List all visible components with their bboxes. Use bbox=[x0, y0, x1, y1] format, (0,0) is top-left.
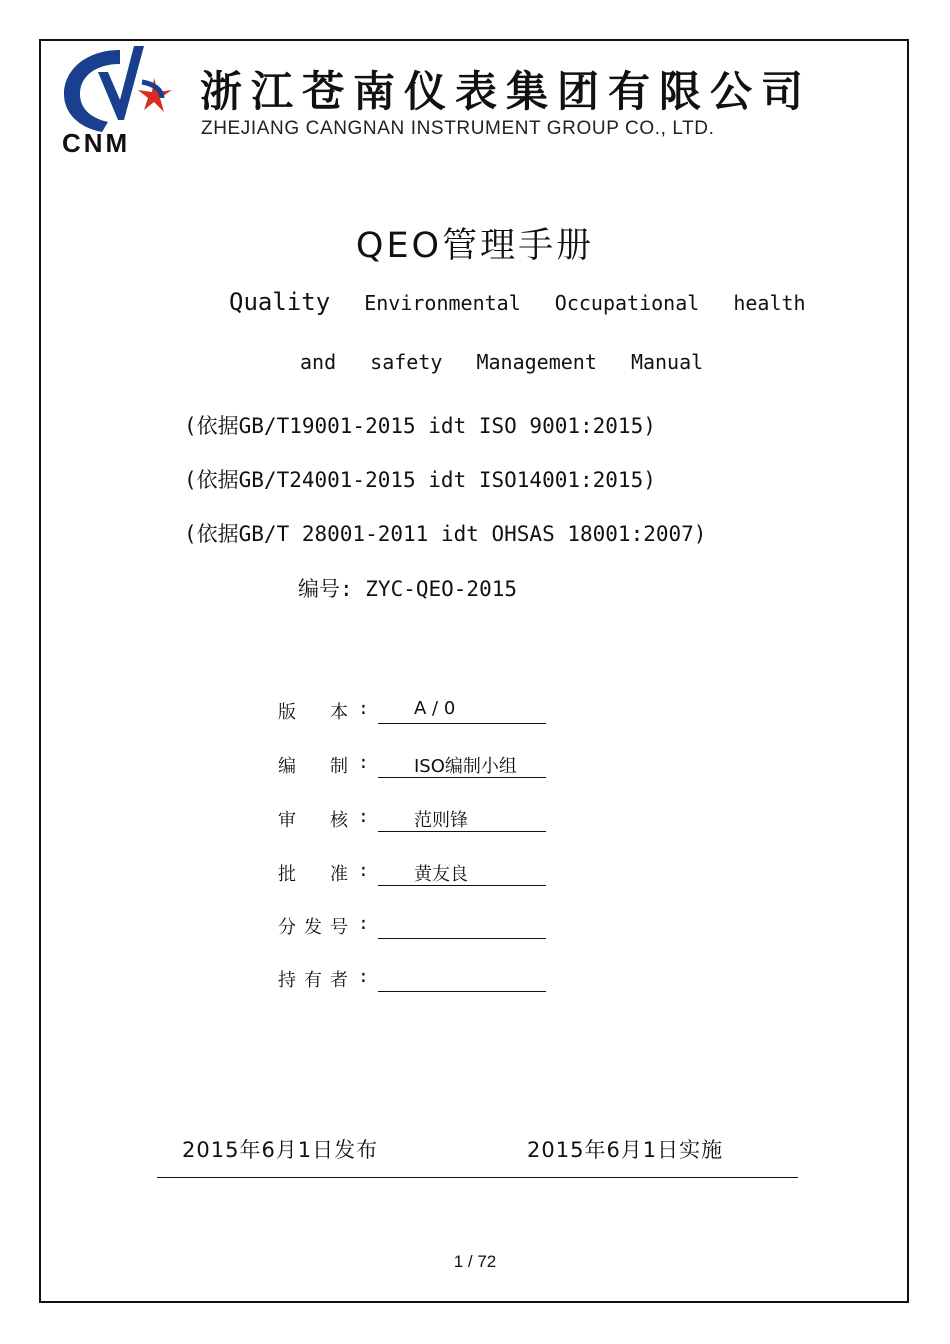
field-compiled-by bbox=[278, 752, 558, 782]
field-colon: : bbox=[358, 806, 369, 827]
field-holder bbox=[278, 966, 558, 996]
subtitle-word: Occupational bbox=[554, 291, 700, 315]
field-value: A / 0 bbox=[378, 698, 546, 724]
implement-date: 2015年6月1日实施 bbox=[527, 1138, 724, 1162]
field-colon: : bbox=[358, 752, 369, 773]
standard-basis-iso14001: (依据GB/T24001-2015 idt ISO14001:2015) bbox=[184, 468, 656, 492]
subtitle-word: Environmental bbox=[364, 291, 521, 315]
field-value bbox=[378, 966, 546, 992]
standard-basis-ohsas18001: (依据GB/T 28001-2011 idt OHSAS 18001:2007) bbox=[184, 522, 707, 546]
subtitle-word: and bbox=[300, 350, 337, 374]
subtitle-word: safety bbox=[370, 350, 443, 374]
field-value: ISO编制小组 bbox=[378, 752, 546, 778]
publish-date: 2015年6月1日发布 bbox=[182, 1138, 379, 1162]
field-value: 范则锋 bbox=[378, 806, 546, 832]
document-number: 编号: ZYC-QEO-2015 bbox=[298, 577, 518, 601]
field-label: 审 核 bbox=[278, 810, 348, 831]
field-distribution-number bbox=[278, 913, 558, 943]
field-label: 编 制 bbox=[278, 756, 348, 777]
field-value: 黄友良 bbox=[378, 860, 546, 886]
field-colon: : bbox=[358, 698, 369, 719]
field-value bbox=[378, 913, 546, 939]
subtitle-line-1 bbox=[229, 288, 806, 316]
cnm-logo bbox=[58, 42, 190, 157]
subtitle-word: Quality bbox=[229, 288, 331, 316]
logo-text: CNM bbox=[62, 128, 131, 157]
page-number: 1 / 72 bbox=[453, 1252, 497, 1271]
subtitle-word: Management bbox=[476, 350, 597, 374]
field-colon: : bbox=[358, 966, 369, 987]
field-version bbox=[278, 698, 558, 728]
field-colon: : bbox=[358, 860, 369, 881]
subtitle-word: Manual bbox=[630, 350, 704, 374]
subtitle-word: health bbox=[733, 291, 806, 315]
field-label: 持 有 者 bbox=[278, 970, 348, 991]
standard-basis-iso9001: (依据GB/T19001-2015 idt ISO 9001:2015) bbox=[184, 414, 656, 438]
company-name-chinese: 浙江苍南仪表集团有限公司 bbox=[200, 67, 813, 116]
field-approved-by bbox=[278, 860, 558, 890]
company-name-english: ZHEJIANG CANGNAN INSTRUMENT GROUP CO., LTD. bbox=[201, 118, 715, 139]
field-reviewed-by bbox=[278, 806, 558, 836]
field-colon: : bbox=[358, 913, 369, 934]
field-label: 批 准 bbox=[278, 864, 348, 885]
date-divider bbox=[157, 1177, 798, 1178]
field-label: 分 发 号 bbox=[278, 917, 348, 938]
manual-title: QEO管理手册 bbox=[355, 226, 595, 266]
subtitle-line-2 bbox=[300, 350, 720, 374]
field-label: 版 本 bbox=[278, 702, 348, 723]
